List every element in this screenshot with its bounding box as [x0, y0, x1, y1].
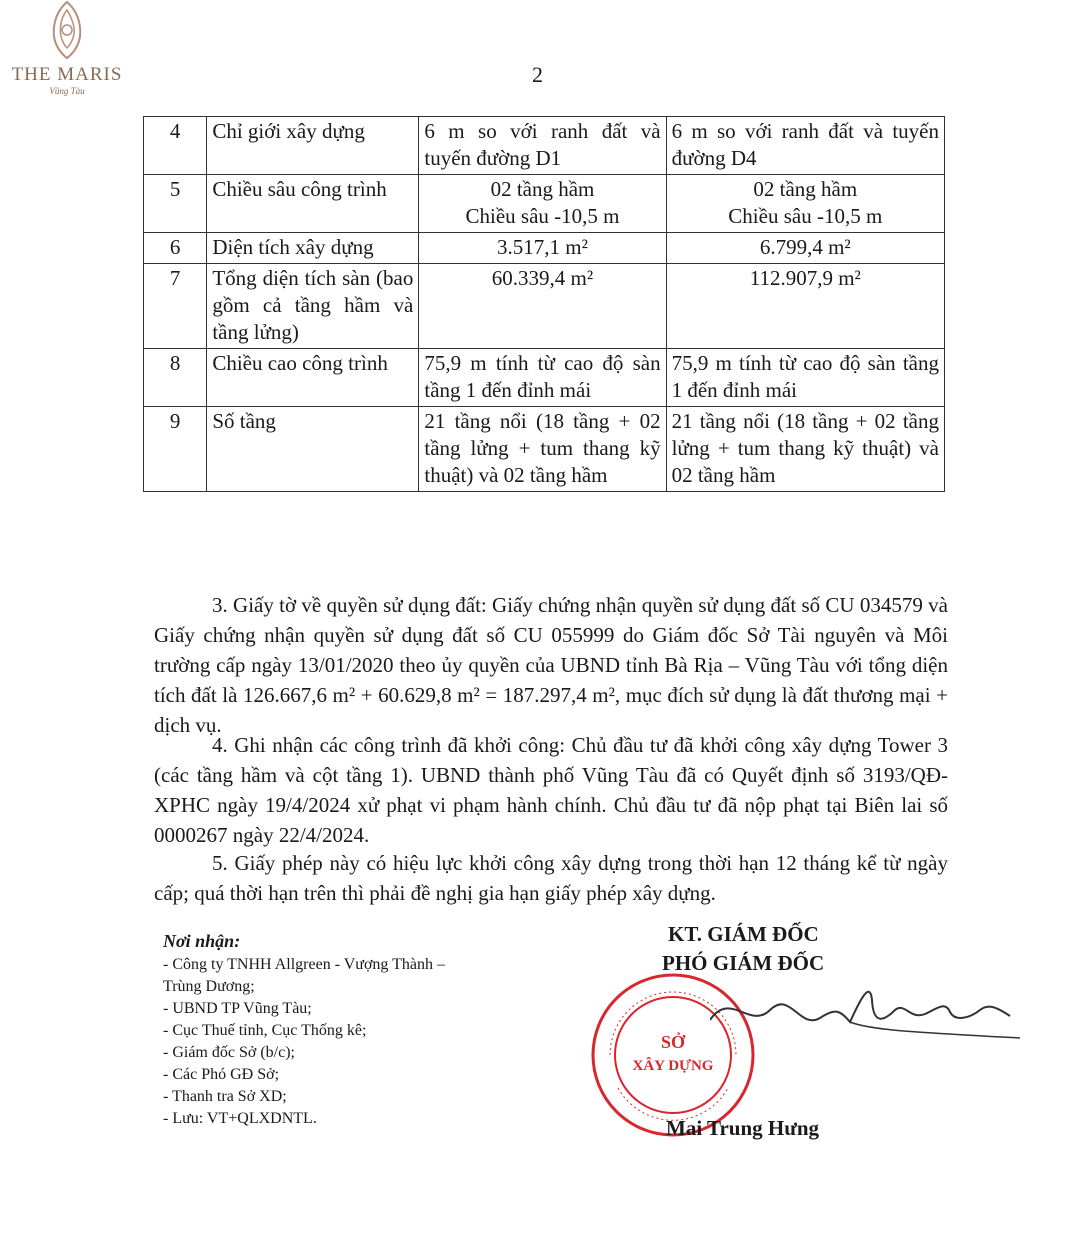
row-value-2	[666, 175, 944, 233]
signer-name: Mai Trung Hưng	[666, 1116, 820, 1140]
row-item: Chỉ giới xây dựng	[207, 117, 419, 175]
table-row	[144, 407, 945, 492]
row-number: 8	[144, 349, 207, 407]
row-value-2: 6.799,4 m²	[666, 233, 944, 264]
paragraph-validity	[154, 848, 948, 908]
row-item: Chiều cao công trình	[207, 349, 419, 407]
recipient-item: - Các Phó GĐ Sở;	[163, 1066, 280, 1083]
svg-text:SỞ: SỞ	[660, 1032, 686, 1052]
row-value-2: 75,9 m tính từ cao độ sàn tầng 1 đến đỉnh mái	[666, 349, 944, 407]
handwritten-signature-icon	[710, 980, 1020, 1050]
table-row	[144, 264, 945, 349]
row-value-1	[419, 175, 666, 233]
recipient-item: - Thanh tra Sở XD;	[163, 1088, 287, 1105]
row-item: Chiều sâu công trình	[207, 175, 419, 233]
row-item: Diện tích xây dựng	[207, 233, 419, 264]
row-value-2: 6 m so với ranh đất và tuyến đường D4	[666, 117, 944, 175]
row-value-1: 21 tầng nổi (18 tầng + 02 tầng lửng + tum thang kỹ thuật) và 02 tầng hầm	[419, 407, 666, 492]
recipient-item: - Công ty TNHH Allgreen - Vượng Thành –	[163, 956, 445, 973]
row-number: 9	[144, 407, 207, 492]
table-row	[144, 175, 945, 233]
value-line: Chiều sâu -10,5 m	[465, 204, 620, 228]
table-row	[144, 117, 945, 175]
spec-table	[143, 116, 945, 492]
paragraph-text: 5. Giấy phép này có hiệu lực khởi công xây dựng trong thời hạn 12 tháng kể từ ngày cấp; quá thời hạn trên thì phải đề nghị gia hạn giấy phép xây dựng.	[154, 851, 948, 905]
paragraph-text: 3. Giấy tờ về quyền sử dụng đất: Giấy chứng nhận quyền sử dụng đất số CU 034579 và Giấy chứng nhận quyền sử dụng đất số CU 055999 do Giám đốc Sở Tài nguyên và Môi trường cấp ngày 13/01/2020 theo ủy quyền của UBND tỉnh Bà Rịa – Vũng Tàu với tổng diện tích đất là 126.667,6 m² + 60.629,8 m² = 187.297,4 m², mục đích sử dụng là đất thương mại + dịch vụ.	[154, 593, 948, 737]
paragraph-text: 4. Ghi nhận các công trình đã khởi công: Chủ đầu tư đã khởi công xây dựng Tower 3 (các tầng hầm và cột tầng 1). UBND thành phố Vũng Tàu đã có Quyết định số 3193/QĐ-XPHC ngày 19/4/2024 xử phạt vi phạm hành chính. Chủ đầu tư đã nộp phạt tại Biên lai số 0000267 ngày 22/4/2024.	[154, 733, 948, 847]
row-item: Tổng diện tích sàn (bao gồm cả tầng hầm và tầng lửng)	[207, 264, 419, 349]
signer-title-2: PHÓ GIÁM ĐỐC	[662, 951, 825, 975]
value-line: Chiều sâu -10,5 m	[728, 204, 883, 228]
row-number: 5	[144, 175, 207, 233]
value-line: 02 tầng hầm	[490, 177, 595, 201]
value-line: 02 tầng hầm	[753, 177, 858, 201]
logo-sub-text: Vũng Tàu	[49, 86, 85, 96]
recipients-header: Nơi nhận:	[163, 931, 241, 951]
recipient-item: - UBND TP Vũng Tàu;	[163, 1000, 312, 1017]
svg-text:XÂY DỰNG: XÂY DỰNG	[632, 1058, 714, 1074]
row-value-1: 60.339,4 m²	[419, 264, 666, 349]
table-row	[144, 349, 945, 407]
recipient-item: - Lưu: VT+QLXDNTL.	[163, 1110, 317, 1127]
recipient-item: - Cục Thuế tỉnh, Cục Thống kê;	[163, 1022, 367, 1039]
row-value-1: 3.517,1 m²	[419, 233, 666, 264]
logo-brand-text: THE MARIS	[11, 64, 123, 85]
company-logo	[4, 0, 130, 96]
page-number: 2	[532, 62, 543, 87]
paragraph-started-works	[154, 730, 948, 850]
row-value-1: 75,9 m tính từ cao độ sàn tầng 1 đến đỉnh mái	[419, 349, 666, 407]
row-item: Số tầng	[207, 407, 419, 492]
row-value-2: 112.907,9 m²	[666, 264, 944, 349]
row-number: 7	[144, 264, 207, 349]
row-number: 4	[144, 117, 207, 175]
row-value-2: 21 tầng nổi (18 tầng + 02 tầng lửng + tum thang kỹ thuật) và 02 tầng hầm	[666, 407, 944, 492]
recipients-block	[163, 930, 523, 1130]
recipient-item: Trùng Dương;	[163, 978, 255, 995]
logo-emblem-icon	[45, 0, 89, 62]
table-row	[144, 233, 945, 264]
row-number: 6	[144, 233, 207, 264]
paragraph-land-documents	[154, 590, 948, 740]
signer-title-1: KT. GIÁM ĐỐC	[668, 922, 819, 946]
recipient-item: - Giám đốc Sở (b/c);	[163, 1044, 295, 1061]
row-value-1: 6 m so với ranh đất và tuyến đường D1	[419, 117, 666, 175]
